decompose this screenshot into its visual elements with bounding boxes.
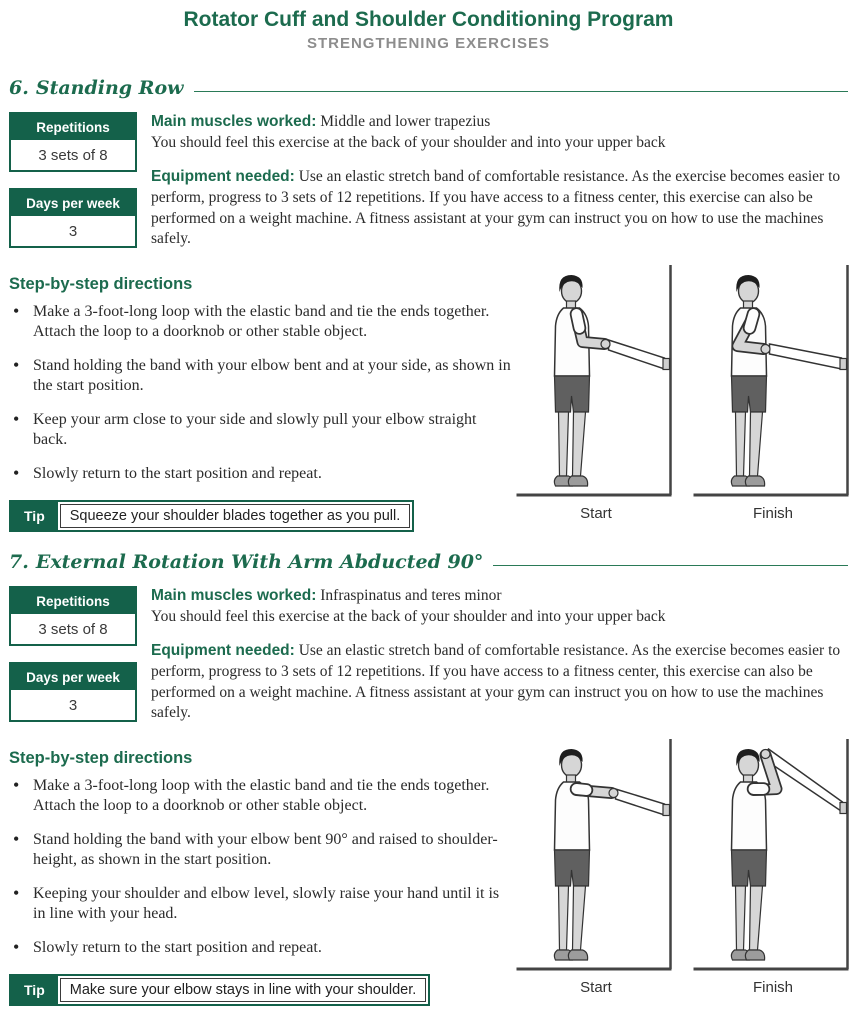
- equipment-paragraph: [151, 641, 848, 723]
- step-item: • Slowly return to the start position and repeat.: [9, 464, 514, 484]
- exercise-description: [151, 586, 848, 738]
- exercise-steps-row: [9, 266, 848, 532]
- section-title: External Rotation With Arm Abducted 90°: [35, 551, 484, 574]
- figure-finish: [691, 736, 855, 1006]
- equipment-paragraph: [151, 167, 848, 249]
- exercise-section-standing-row: [9, 77, 848, 532]
- days-box-value: 3: [68, 223, 78, 241]
- section-number: 7.: [9, 551, 29, 574]
- figure-start: [514, 736, 678, 1006]
- step-item: • Make a 3-foot-long loop with the elastic band and tie the ends together. Attach the loop to a doorknob or other stable object.: [9, 302, 514, 343]
- muscles-label: Main muscles worked:: [151, 113, 317, 131]
- tip-box: [9, 500, 414, 532]
- figure-start: [514, 262, 678, 532]
- tip-label: Tip: [11, 502, 58, 530]
- document-header: [9, 8, 848, 52]
- equipment-label: Equipment needed:: [151, 642, 295, 660]
- exercise-info-row: [9, 112, 848, 264]
- page-title: Rotator Cuff and Shoulder Conditioning Program: [183, 8, 674, 31]
- repetitions-box-header: Repetitions: [11, 114, 135, 142]
- figure-finish: [691, 262, 855, 532]
- steps-column: [9, 266, 514, 532]
- equipment-text: Use an elastic stretch band of comfortable resistance. As the exercise becomes easier to perform, progress to 3 sets of 12 repetitions. If you have access to a fitness center, this exercise can also be performed on a weight machine. A fitness assistant at your gym can instruct you on how to use the machines safely.: [151, 642, 841, 722]
- exercise-info-row: [9, 586, 848, 738]
- steps-heading: Step-by-step directions: [9, 274, 193, 293]
- steps-heading: Step-by-step directions: [9, 748, 193, 767]
- days-box-value: 3: [68, 697, 78, 715]
- step-item: • Stand holding the band with your elbow bent and at your side, as shown in the start position.: [9, 356, 514, 397]
- tip-box: [9, 974, 430, 1006]
- step-item: • Make a 3-foot-long loop with the elastic band and tie the ends together. Attach the loop to a doorknob or other stable object.: [9, 776, 514, 817]
- section-heading: [9, 77, 848, 99]
- steps-list: [9, 776, 514, 958]
- external-rotation-start-illustration: [514, 736, 678, 976]
- muscles-paragraph: [151, 112, 848, 153]
- exercise-figures: [514, 262, 856, 532]
- exercise-figures: [514, 736, 856, 1006]
- standing-row-start-illustration: [514, 262, 678, 502]
- muscles-value: Middle and lower trapezius: [320, 113, 491, 131]
- section-number: 6.: [9, 77, 29, 100]
- info-boxes: [9, 586, 137, 738]
- tip-label: Tip: [11, 976, 58, 1004]
- muscles-note: You should feel this exercise at the back of your shoulder and into your upper back: [151, 133, 666, 151]
- figure-label-finish: Finish: [752, 978, 793, 996]
- days-per-week-box: [9, 188, 137, 248]
- figure-label-finish: Finish: [752, 504, 793, 522]
- step-item: • Stand holding the band with your elbow bent 90° and raised to shoulder-height, as shown in the start position.: [9, 830, 514, 871]
- equipment-text: Use an elastic stretch band of comfortable resistance. As the exercise becomes easier to perform, progress to 3 sets of 12 repetitions. If you have access to a fitness center, this exercise can also be performed on a weight machine. A fitness assistant at your gym can instruct you on how to use the machines safely.: [151, 168, 841, 248]
- exercise-section-external-rotation: [9, 551, 848, 1006]
- repetitions-box: [9, 586, 137, 646]
- tip-text: Squeeze your shoulder blades together as you pull.: [60, 504, 411, 528]
- external-rotation-finish-illustration: [691, 736, 855, 976]
- step-item: • Keep your arm close to your side and slowly pull your elbow straight back.: [9, 410, 514, 451]
- exercise-description: [151, 112, 848, 264]
- equipment-label: Equipment needed:: [151, 168, 295, 186]
- step-item: • Keeping your shoulder and elbow level, slowly raise your hand until it is in line with your head.: [9, 884, 514, 925]
- figure-label-start: Start: [580, 504, 612, 522]
- muscles-paragraph: [151, 586, 848, 627]
- repetitions-box-value: 3 sets of 8: [38, 147, 108, 165]
- heading-rule: [194, 91, 848, 92]
- days-box-header: Days per week: [11, 190, 135, 218]
- days-per-week-box: [9, 662, 137, 722]
- repetitions-box-value: 3 sets of 8: [38, 621, 108, 639]
- days-box-header: Days per week: [11, 664, 135, 692]
- repetitions-box-header: Repetitions: [11, 588, 135, 616]
- steps-list: [9, 302, 514, 484]
- section-title: Standing Row: [35, 77, 184, 100]
- section-heading: [9, 551, 848, 573]
- muscles-note: You should feel this exercise at the back of your shoulder and into your upper back: [151, 607, 666, 625]
- heading-rule: [493, 565, 848, 566]
- info-boxes: [9, 112, 137, 264]
- exercise-steps-row: [9, 740, 848, 1006]
- repetitions-box: [9, 112, 137, 172]
- standing-row-finish-illustration: [691, 262, 855, 502]
- muscles-value: Infraspinatus and teres minor: [320, 587, 502, 605]
- step-item: • Slowly return to the start position and repeat.: [9, 938, 514, 958]
- page-subtitle: STRENGTHENING EXERCISES: [306, 35, 551, 53]
- steps-column: [9, 740, 514, 1006]
- muscles-label: Main muscles worked:: [151, 587, 317, 605]
- figure-label-start: Start: [580, 978, 612, 996]
- tip-text: Make sure your elbow stays in line with your shoulder.: [60, 978, 427, 1002]
